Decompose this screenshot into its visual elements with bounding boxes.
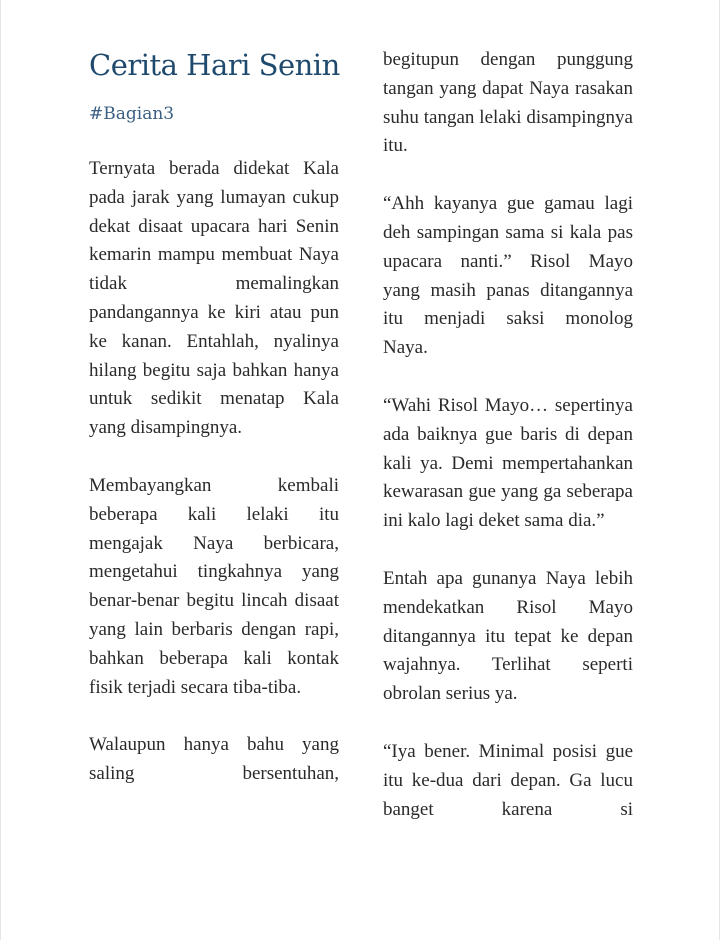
paragraph: begitupun dengan punggung tangan yang dapat Naya rasakan suhu tangan lelaki disampingnya itu. [383, 49, 633, 157]
paragraph: “Iya bener. Minimal posisi gue itu ke-dua dari depan. Ga lucu banget karena si [383, 740, 633, 820]
paragraph: Walaupun hanya bahu yang saling bersentuhan, [89, 734, 339, 785]
page-title: Cerita Hari Senin [89, 48, 340, 82]
paragraph: “Wahi Risol Mayo… sepertinya ada baiknya gue baris di depan kali ya. Demi mempertahankan kewarasan gue yang ga seberapa ini kalo lagi deket sama dia.” [383, 394, 633, 532]
paragraph: Ternyata berada didekat Kala pada jarak yang lumayan cukup dekat disaat upacara hari Senin kemarin mampu membuat Naya tidak memalingkan pandangannya ke kiri atau pun ke kanan. Entahlah, nyalinya hilang begitu saja bahkan hanya untuk sedikit menatap Kala yang disampingnya. [89, 158, 339, 439]
paragraph: Membayangkan kembali beberapa kali lelaki itu mengajak Naya berbicara, mengetahui tingkahnya yang benar-benar begitu lincah disaat yang lain berbaris dengan rapi, bahkan beberapa kali kontak fisik terjadi secara tiba-tiba. [89, 474, 339, 698]
paragraph: Entah apa gunanya Naya lebih mendekatkan Risol Mayo ditangannya itu tepat ke depan wajahnya. Terlihat seperti obrolan serius ya. [383, 567, 633, 705]
paragraph: “Ahh kayanya gue gamau lagi deh sampingan sama si kala pas upacara nanti.” Risol Mayo yang masih panas ditangannya itu menjadi saksi monolog Naya. [383, 193, 633, 359]
right-body-text [383, 46, 633, 853]
section-hashtag: #Bagian3 [89, 104, 175, 124]
left-body-text [89, 155, 339, 818]
